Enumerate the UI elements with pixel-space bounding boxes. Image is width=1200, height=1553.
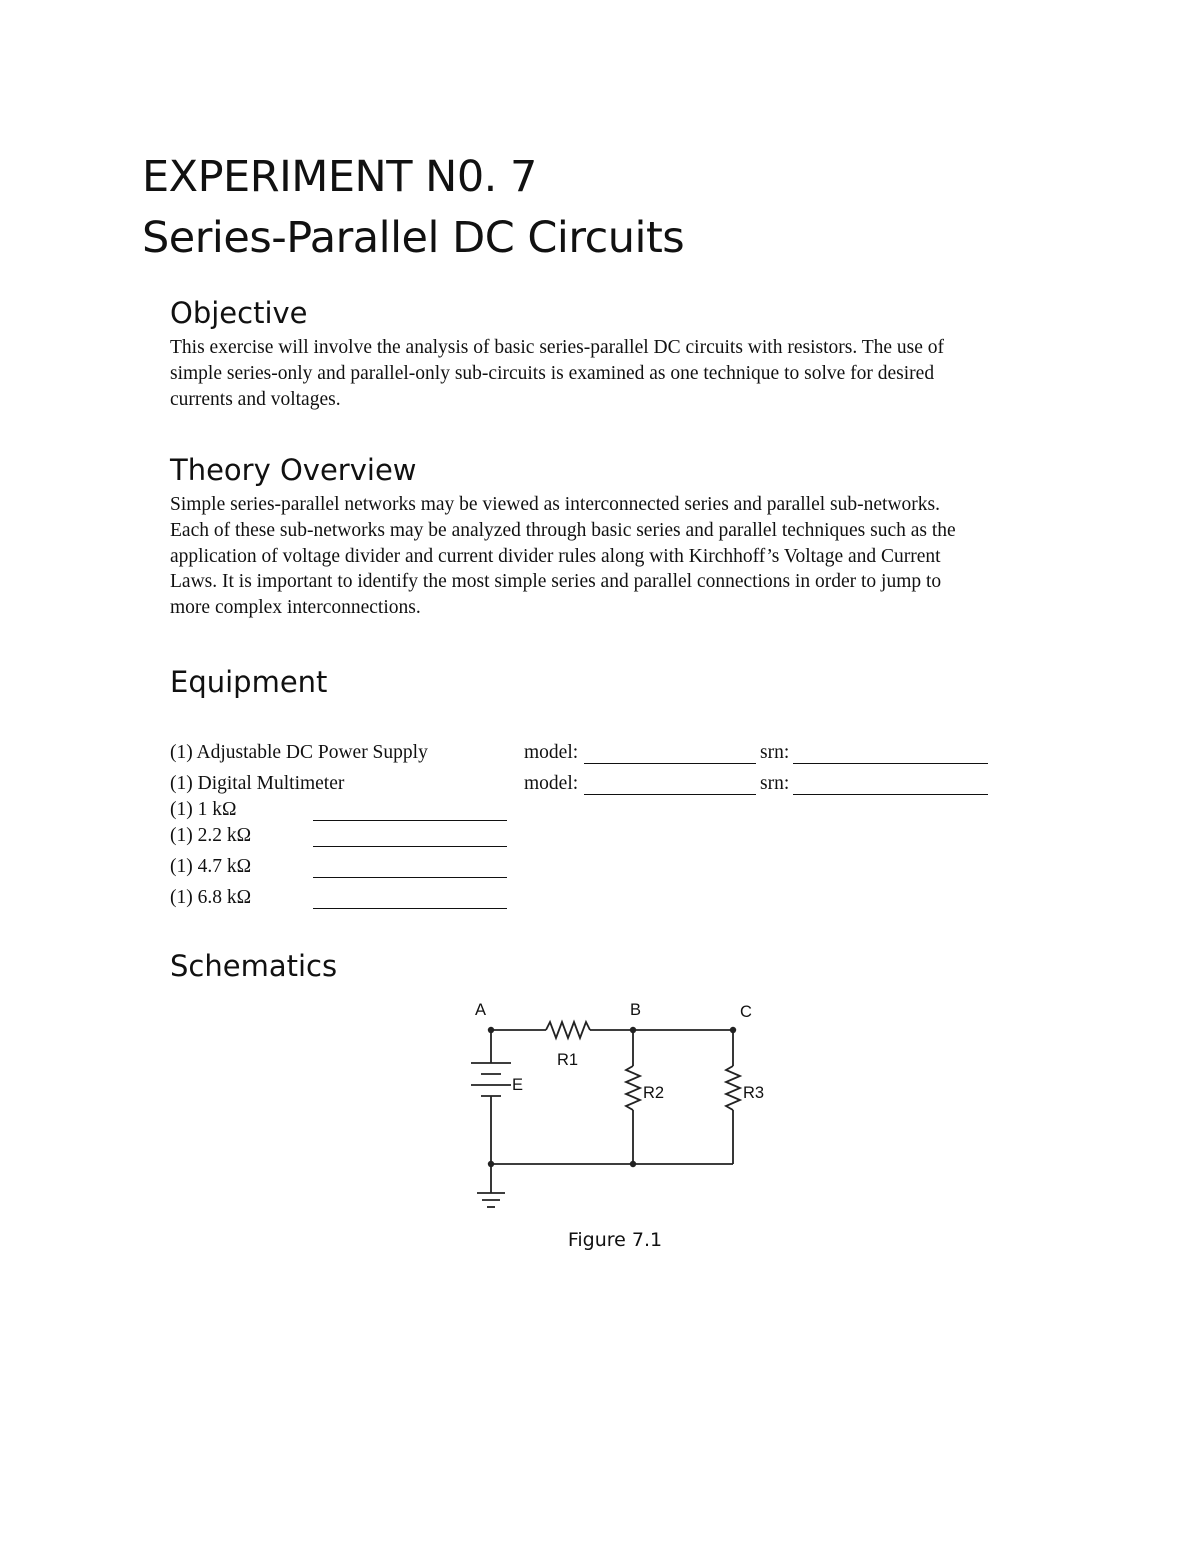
node-a-dot [488,1027,494,1033]
equipment-label: (1) Adjustable DC Power Supply [170,742,428,763]
r3-resistor-symbol [726,1066,740,1110]
objective-line: simple series-only and parallel-only sub-circuits is examined as one technique to solve for desired [170,362,935,384]
theory-line: Laws. It is important to identify the most simple series and parallel connections in order to jump to [170,571,942,593]
equipment-label: (1) Digital Multimeter [170,773,345,794]
theory-line: Simple series-parallel networks may be viewed as interconnected series and parallel sub-networks. [170,494,940,515]
resistor-measured-blank[interactable] [313,846,507,847]
node-bottom-left-dot [488,1161,494,1167]
resistor-label: (1) 6.8 kΩ [170,887,252,908]
node-a-label: A [475,1001,487,1019]
resistor-measured-blank[interactable] [313,820,507,821]
objective-line: currents and voltages. [170,388,341,410]
srn-label: srn: [760,773,790,794]
node-c-dot [730,1027,736,1033]
model-label: model: [524,742,579,763]
r1-label: R1 [557,1051,579,1069]
srn-blank-field[interactable] [793,794,988,795]
model-label: model: [524,773,579,794]
resistor-label: (1) 1 kΩ [170,799,237,820]
resistor-label: (1) 2.2 kΩ [170,825,252,846]
node-c-label: C [740,1003,752,1021]
theory-heading: Theory Overview [170,453,417,487]
resistor-label: (1) 4.7 kΩ [170,856,252,877]
experiment-number-title: EXPERIMENT N0. 7 [142,152,537,202]
theory-line: Each of these sub-networks may be analyzed through basic series and parallel techniques such as the [170,519,956,541]
theory-line: more complex interconnections. [170,597,421,619]
experiment-subject-title: Series-Parallel DC Circuits [142,213,685,263]
theory-paragraph [170,492,1050,621]
resistor-measured-blank[interactable] [313,908,507,909]
node-bottom-mid-dot [630,1161,636,1167]
schematics-heading: Schematics [170,949,338,983]
resistor-measured-blank[interactable] [313,877,507,878]
equipment-heading: Equipment [170,665,328,699]
objective-paragraph [170,335,1050,412]
r2-label: R2 [643,1084,665,1102]
node-b-label: B [630,1001,642,1019]
r2-resistor-symbol [626,1066,640,1110]
model-blank-field[interactable] [584,794,756,795]
node-b-dot [630,1027,636,1033]
figure-caption: Figure 7.1 [567,1229,663,1251]
model-blank-field[interactable] [584,763,756,764]
r3-label: R3 [743,1084,765,1102]
objective-heading: Objective [170,296,308,330]
srn-label: srn: [760,742,790,763]
objective-line: This exercise will involve the analysis of basic series-parallel DC circuits with resistors. The use of [170,337,945,358]
srn-blank-field[interactable] [793,763,988,764]
theory-line: application of voltage divider and current divider rules along with Kirchhoff’s Voltage and Current [170,545,941,567]
source-e-label: E [512,1076,524,1094]
r1-resistor-symbol [546,1022,590,1038]
